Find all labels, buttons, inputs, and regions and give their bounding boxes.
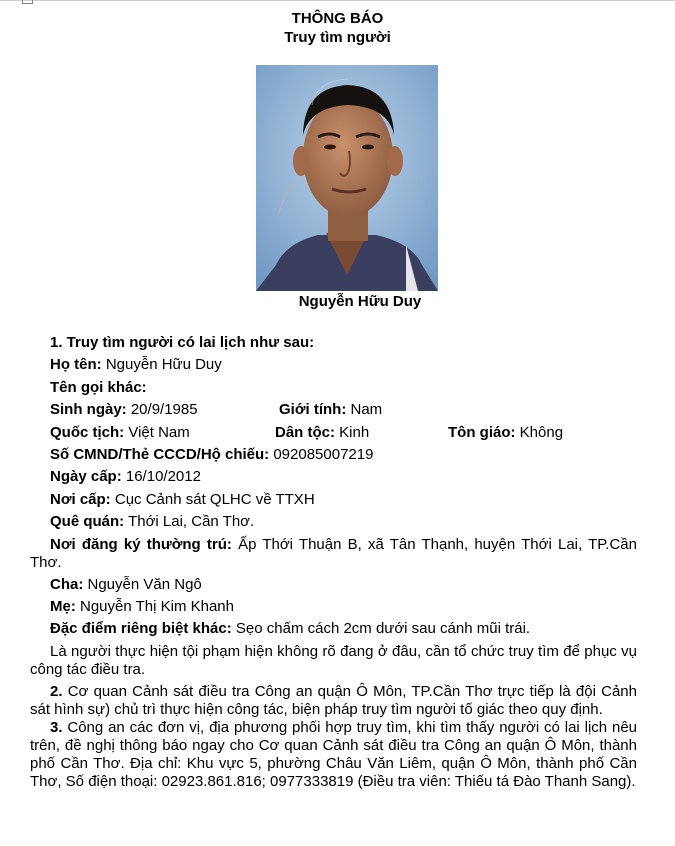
father-row bbox=[30, 576, 637, 598]
alias-row bbox=[30, 379, 637, 401]
hometown-value: Thới Lai, Cần Thơ. bbox=[124, 513, 255, 531]
hometown-label: Quê quán: bbox=[50, 513, 125, 531]
issue-date-value: 16/10/2012 bbox=[121, 468, 201, 486]
father-value: Nguyễn Văn Ngô bbox=[83, 575, 202, 593]
section-1-heading: 1. Truy tìm người có lai lịch như sau: bbox=[50, 334, 315, 351]
section-2-text: Cơ quan Cảnh sát điều tra Công an quận Ô Môn, TP.Cần Thơ trực tiếp là đội Cảnh sát hình sự) chủ trì thực hiện công tác, biện pháp truy tìm người tố giác theo quy định. bbox=[30, 682, 637, 718]
religion-value: Không bbox=[515, 423, 564, 441]
issue-date-row bbox=[30, 468, 637, 490]
gender-field bbox=[279, 401, 382, 419]
id-number-label: Số CMND/Thẻ CCCD/Hộ chiếu: bbox=[50, 445, 270, 463]
notice-body bbox=[30, 334, 637, 791]
ethnicity-value: Kinh bbox=[335, 423, 370, 441]
ethnicity-field bbox=[275, 424, 369, 442]
nationality-row bbox=[30, 424, 637, 446]
gender-value: Nam bbox=[346, 401, 383, 419]
page-title: THÔNG BÁO bbox=[291, 10, 384, 27]
gender-label: Giới tính: bbox=[279, 401, 347, 419]
section-3-number: 3. bbox=[50, 718, 63, 736]
mother-value: Nguyễn Thị Kim Khanh bbox=[75, 597, 234, 615]
residence-value: Ấp Thới Thuận B, xã Tân Thạnh, huyện Thới Lai, TP.Cần Thơ. bbox=[30, 535, 637, 571]
suspect-photo bbox=[256, 65, 438, 291]
page-subtitle: Truy tìm người bbox=[284, 29, 391, 46]
issue-date-label: Ngày cấp: bbox=[50, 468, 122, 486]
id-number-value: 092085007219 bbox=[269, 445, 374, 463]
father-label: Cha: bbox=[50, 575, 84, 593]
residence-label: Nơi đăng ký thường trú: bbox=[50, 535, 232, 553]
section-2-number: 2. bbox=[50, 682, 63, 700]
search-reason-paragraph: Là người thực hiện tội phạm hiện không rõ đang ở đâu, cần tổ chức truy tìm để phục vụ công tác điều tra. bbox=[30, 642, 637, 678]
religion-label: Tôn giáo: bbox=[448, 423, 516, 441]
distinguishing-marks-value: Sẹo chấm cách 2cm dưới sau cánh mũi trái. bbox=[231, 620, 531, 638]
page-corner-mark bbox=[22, 0, 33, 4]
full-name-row bbox=[30, 356, 637, 378]
mother-row bbox=[30, 598, 637, 620]
full-name-label: Họ tên: bbox=[50, 356, 102, 374]
dob-value: 20/9/1985 bbox=[126, 401, 198, 419]
residence-row bbox=[30, 536, 637, 572]
ethnicity-label: Dân tộc: bbox=[275, 423, 335, 441]
distinguishing-marks-row bbox=[30, 620, 637, 642]
birth-gender-row bbox=[30, 401, 637, 423]
issue-place-row bbox=[30, 491, 637, 513]
religion-field bbox=[448, 424, 563, 442]
section-2-paragraph bbox=[30, 683, 637, 719]
page-top-border bbox=[0, 0, 675, 1]
issue-place-label: Nơi cấp: bbox=[50, 490, 111, 508]
full-name-value: Nguyễn Hữu Duy bbox=[101, 356, 222, 374]
alias-label: Tên gọi khác: bbox=[50, 378, 147, 396]
mother-label: Mẹ: bbox=[50, 597, 76, 615]
section-3-text: Công an các đơn vị, địa phương phối hợp truy tìm, khi tìm thấy người có lai lịch nêu trên, đề nghị thông báo ngay cho Cơ quan Cảnh sát điều tra Công an quận Ô Môn, thành phố Cần Thơ. Địa chỉ: Khu vực 5, phường Châu Văn Liêm, quận Ô Môn, thành phố Cần Thơ, Số điện thoại: 02923.861.816; 0977333819 (Điều tra viên: Thiếu tá Đào Thanh Sang). bbox=[30, 718, 637, 790]
person-portrait-photo bbox=[256, 65, 438, 291]
dob-label: Sinh ngày: bbox=[50, 401, 127, 419]
nationality-label: Quốc tịch: bbox=[50, 423, 125, 441]
nationality-value: Việt Nam bbox=[124, 423, 190, 441]
issue-place-value: Cục Cảnh sát QLHC về TTXH bbox=[110, 490, 315, 508]
hometown-row bbox=[30, 513, 637, 535]
photo-caption: Nguyễn Hữu Duy bbox=[298, 293, 422, 310]
id-number-row bbox=[30, 446, 637, 468]
section-3-paragraph bbox=[30, 719, 637, 791]
distinguishing-marks-label: Đặc điểm riêng biệt khác: bbox=[50, 620, 232, 638]
